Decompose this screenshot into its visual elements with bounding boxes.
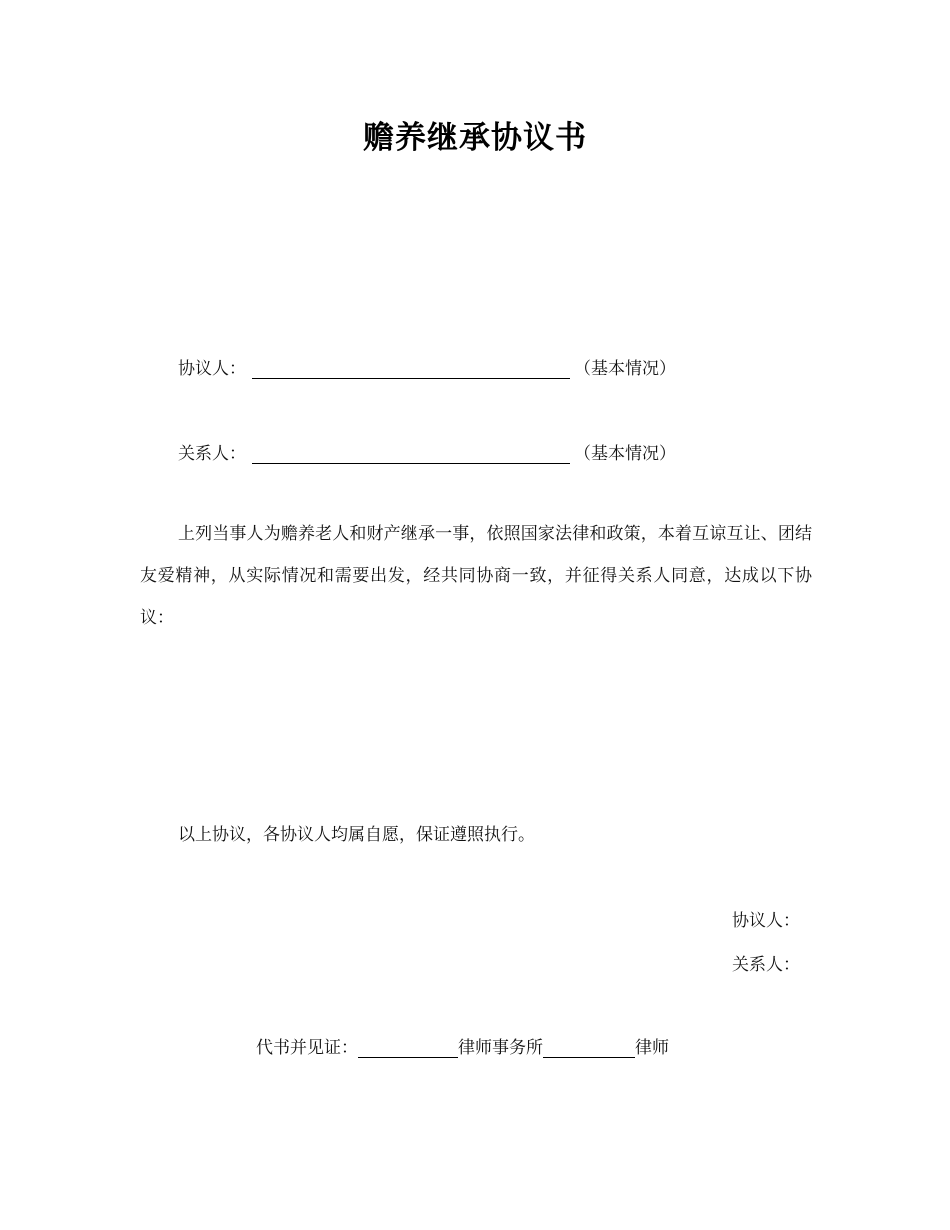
law-firm-suffix: 律师事务所 xyxy=(458,1038,543,1058)
law-firm-blank-line[interactable] xyxy=(358,1039,458,1058)
party2-blank-line[interactable] xyxy=(252,445,570,464)
document-title: 赡养继承协议书 xyxy=(363,120,587,156)
party1-blank-line[interactable] xyxy=(252,360,570,379)
party2-label: 关系人： xyxy=(178,444,246,464)
lawyer-suffix: 律师 xyxy=(635,1038,669,1058)
party2-note: （基本情况） xyxy=(574,444,676,464)
party1-note: （基本情况） xyxy=(574,359,676,379)
party1-label: 协议人： xyxy=(178,359,246,379)
lawyer-blank-line[interactable] xyxy=(543,1039,635,1058)
party2-field-row xyxy=(178,439,676,464)
signature-party2-label: 关系人： xyxy=(732,955,800,975)
party1-field-row xyxy=(178,354,676,379)
closing-statement: 以上协议，各协议人均属自愿，保证遵照执行。 xyxy=(178,825,535,845)
witness-line xyxy=(256,1033,669,1058)
witness-prefix: 代书并见证： xyxy=(256,1038,358,1058)
intro-paragraph: 上列当事人为赡养老人和财产继承一事，依照国家法律和政策，本着互谅互让、团结友爱精神，从实际情况和需要出发，经共同协商一致，并征得关系人同意，达成以下协议： xyxy=(140,524,812,628)
signature-party1-label: 协议人： xyxy=(732,911,800,931)
